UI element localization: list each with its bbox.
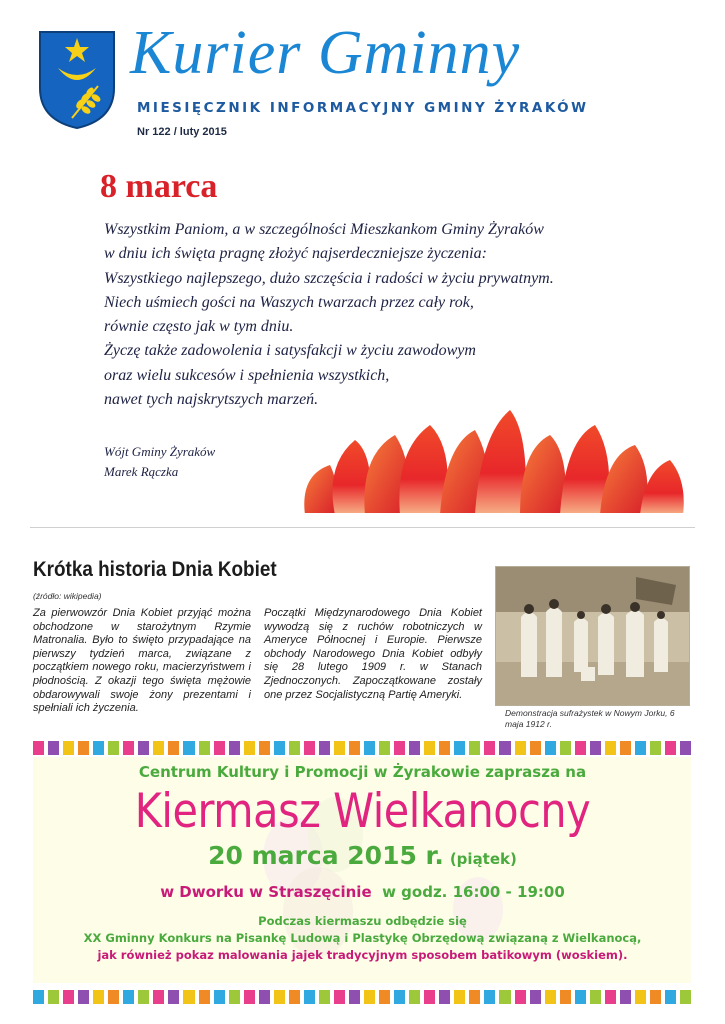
stripe-segment — [123, 741, 134, 755]
stripe-segment — [454, 741, 465, 755]
stripe-segment — [168, 741, 179, 755]
decorative-stripes-bottom — [33, 990, 691, 1004]
stripe-segment — [530, 741, 541, 755]
greeting-line: nawet tych najskrytszych marzeń. — [104, 391, 319, 409]
stripe-segment — [560, 990, 571, 1004]
fair-weekday: (piątek) — [449, 850, 517, 868]
stripe-segment — [394, 741, 405, 755]
fair-place: w Dworku w Straszęcinie — [160, 883, 372, 901]
stripe-segment — [605, 741, 616, 755]
stripe-segment — [78, 990, 89, 1004]
greeting-line: Wszystkiego najlepszego, dużo szczęścia i radości w życiu prywatnym. — [104, 269, 554, 287]
stripe-segment — [575, 741, 586, 755]
stripe-segment — [424, 990, 435, 1004]
stripe-segment — [469, 990, 480, 1004]
stripe-segment — [484, 741, 495, 755]
stripe-segment — [665, 990, 676, 1004]
fair-info-line: XX Gminny Konkurs na Pisankę Ludową i Plastykę Obrzędową związaną z Wielkanocą, — [83, 931, 642, 945]
stripe-segment — [183, 990, 194, 1004]
fair-info-line: jak również pokaz malowania jajek tradycyjnym sposobem batikowym (woskiem). — [97, 948, 628, 962]
greeting-line: Życzę także zadowolenia i satysfakcji w życiu zawodowym — [104, 342, 476, 360]
fair-time: w godz. 16:00 - 19:00 — [382, 883, 565, 901]
stripe-segment — [680, 990, 691, 1004]
fair-date-line — [0, 841, 725, 870]
fair-date: 20 marca 2015 r. — [208, 841, 444, 870]
greeting-line: równie często jak w tym dniu. — [104, 318, 294, 336]
suffragette-photo — [495, 566, 690, 706]
stripe-segment — [153, 741, 164, 755]
greeting-text — [104, 218, 664, 412]
coat-of-arms-icon — [38, 30, 116, 130]
stripe-segment — [499, 741, 510, 755]
stripe-segment — [259, 990, 270, 1004]
stripe-segment — [153, 990, 164, 1004]
section-divider — [30, 527, 695, 528]
stripe-segment — [515, 990, 526, 1004]
stripe-segment — [33, 990, 44, 1004]
stripe-segment — [63, 741, 74, 755]
decorative-stripes-top — [33, 741, 691, 755]
stripe-segment — [635, 741, 646, 755]
stripe-segment — [274, 741, 285, 755]
newspaper-title: Kurier Gminny — [130, 19, 521, 87]
fair-info — [0, 913, 725, 964]
stripe-segment — [123, 990, 134, 1004]
stripe-segment — [319, 990, 330, 1004]
stripe-segment — [319, 741, 330, 755]
stripe-segment — [244, 741, 255, 755]
stripe-segment — [439, 990, 450, 1004]
issue-number: Nr 122 / luty 2015 — [137, 126, 227, 138]
stripe-segment — [379, 990, 390, 1004]
stripe-segment — [680, 741, 691, 755]
stripe-segment — [620, 741, 631, 755]
stripe-segment — [590, 741, 601, 755]
fair-intro: Centrum Kultury i Promocji w Żyrakowie zaprasza na — [138, 763, 587, 781]
stripe-segment — [499, 990, 510, 1004]
stripe-segment — [48, 741, 59, 755]
stripe-segment — [364, 990, 375, 1004]
stripe-segment — [304, 741, 315, 755]
stripe-segment — [289, 990, 300, 1004]
fair-place-line — [0, 883, 725, 901]
signature — [104, 442, 215, 482]
stripe-segment — [93, 990, 104, 1004]
photo-caption: Demonstracja sufrażystek w Nowym Jorku, 6 maja 1912 r. — [505, 708, 675, 729]
stripe-segment — [138, 741, 149, 755]
history-source: (źródło: wikipedia) — [33, 591, 102, 601]
signature-role: Wójt Gminy Żyraków — [104, 444, 216, 459]
stripe-segment — [650, 990, 661, 1004]
stripe-segment — [394, 990, 405, 1004]
stripe-segment — [274, 990, 285, 1004]
greeting-line: oraz wielu sukcesów i spełnienia wszystkich, — [104, 366, 390, 384]
fair-title: Kiermasz Wielkanocny — [134, 784, 591, 839]
stripe-segment — [364, 741, 375, 755]
stripe-segment — [63, 990, 74, 1004]
stripe-segment — [650, 741, 661, 755]
greeting-line: Wszystkim Paniom, a w szczególności Mieszkankom Gminy Żyraków — [104, 221, 544, 238]
history-title: Krótka historia Dnia Kobiet — [33, 558, 277, 581]
stripe-segment — [454, 990, 465, 1004]
stripe-segment — [199, 741, 210, 755]
stripe-segment — [560, 741, 571, 755]
stripe-segment — [229, 741, 240, 755]
stripe-segment — [469, 741, 480, 755]
greeting-heading: 8 marca — [100, 168, 218, 205]
stripe-segment — [379, 741, 390, 755]
stripe-segment — [605, 990, 616, 1004]
newspaper-subtitle: MIESIĘCZNIK INFORMACYJNY GMINY ŻYRAKÓW — [137, 100, 589, 116]
stripe-segment — [545, 741, 556, 755]
stripe-segment — [590, 990, 601, 1004]
stripe-segment — [635, 990, 646, 1004]
stripe-segment — [168, 990, 179, 1004]
stripe-segment — [334, 990, 345, 1004]
fair-info-line: Podczas kiermaszu odbędzie się — [258, 914, 467, 928]
stripe-segment — [409, 990, 420, 1004]
stripe-segment — [138, 990, 149, 1004]
stripe-segment — [244, 990, 255, 1004]
tulips-image — [295, 395, 695, 520]
stripe-segment — [259, 741, 270, 755]
stripe-segment — [33, 741, 44, 755]
stripe-segment — [620, 990, 631, 1004]
history-column-1: Za pierwowzór Dnia Kobiet przyjąć można obchodzone w starożytnym Rzymie Matronalia. Było to święto przypadające na pierwszy tydzień marca, związane z początkiem nowego roku, macierzyństwem i płodnością. Z okazji tego święta mężowie obdarowywali swoje żony prezentami i spełniali ich życzenia. — [33, 607, 251, 715]
stripe-segment — [665, 741, 676, 755]
stripe-segment — [214, 741, 225, 755]
stripe-segment — [78, 741, 89, 755]
stripe-segment — [304, 990, 315, 1004]
stripe-segment — [48, 990, 59, 1004]
stripe-segment — [108, 741, 119, 755]
stripe-segment — [334, 741, 345, 755]
stripe-segment — [214, 990, 225, 1004]
stripe-segment — [108, 990, 119, 1004]
stripe-segment — [349, 990, 360, 1004]
stripe-segment — [484, 990, 495, 1004]
stripe-segment — [349, 741, 360, 755]
stripe-segment — [424, 741, 435, 755]
stripe-segment — [439, 741, 450, 755]
stripe-segment — [199, 990, 210, 1004]
stripe-segment — [515, 741, 526, 755]
history-column-2: Początki Międzynarodowego Dnia Kobiet wywodzą się z ruchów robotniczych w Ameryce Północnej i Europie. Pierwsze obchody Narodowego Dnia Kobiet odbyły się 28 lutego 1909 r. w Stanach Zjednoczonych. Zapoczątkowane zostały one przez Socjalistyczną Partię Ameryki. — [264, 607, 482, 701]
greeting-line: Niech uśmiech gości na Waszych twarzach przez cały rok, — [104, 293, 474, 311]
stripe-segment — [183, 741, 194, 755]
stripe-segment — [229, 990, 240, 1004]
stripe-segment — [530, 990, 541, 1004]
greeting-line: w dniu ich święta pragnę złożyć najserdeczniejsze życzenia: — [104, 245, 487, 263]
stripe-segment — [575, 990, 586, 1004]
stripe-segment — [409, 741, 420, 755]
stripe-segment — [93, 741, 104, 755]
stripe-segment — [545, 990, 556, 1004]
signature-name: Marek Rączka — [104, 464, 179, 479]
stripe-segment — [289, 741, 300, 755]
